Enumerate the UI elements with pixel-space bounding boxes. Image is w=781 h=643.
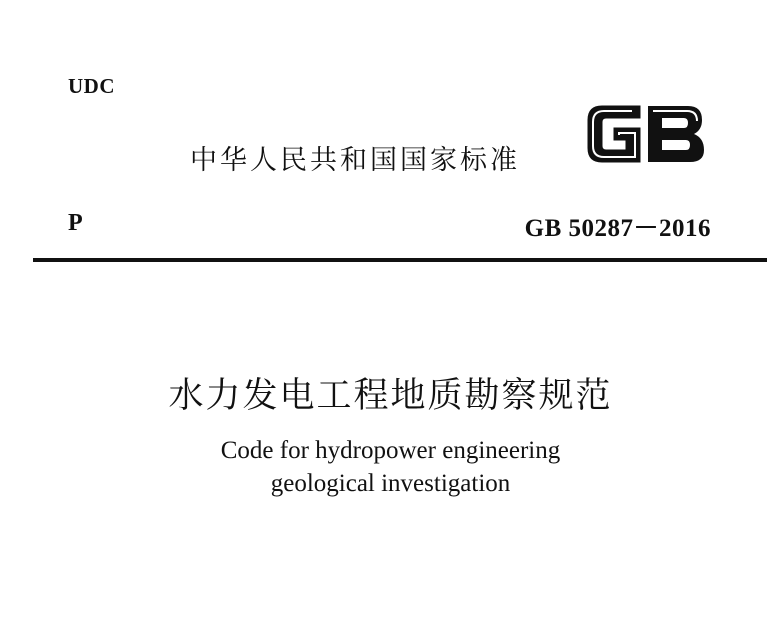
header-divider <box>33 258 767 262</box>
gb-logo-letter-g <box>588 106 640 162</box>
gb-logo <box>582 98 710 170</box>
udc-label: UDC <box>68 74 115 98</box>
title-english-line2: geological investigation <box>270 470 511 497</box>
title-english-line1: Code for hydropower engineering <box>220 437 561 464</box>
standard-number: GB 50287－2016 <box>524 215 711 242</box>
national-standard-label: 中华人民共和国国家标准 <box>190 145 520 176</box>
category-code: P <box>68 210 83 236</box>
gb-logo-letter-b <box>648 106 704 162</box>
title-chinese: 水力发电工程地质勘察规范 <box>168 376 613 416</box>
